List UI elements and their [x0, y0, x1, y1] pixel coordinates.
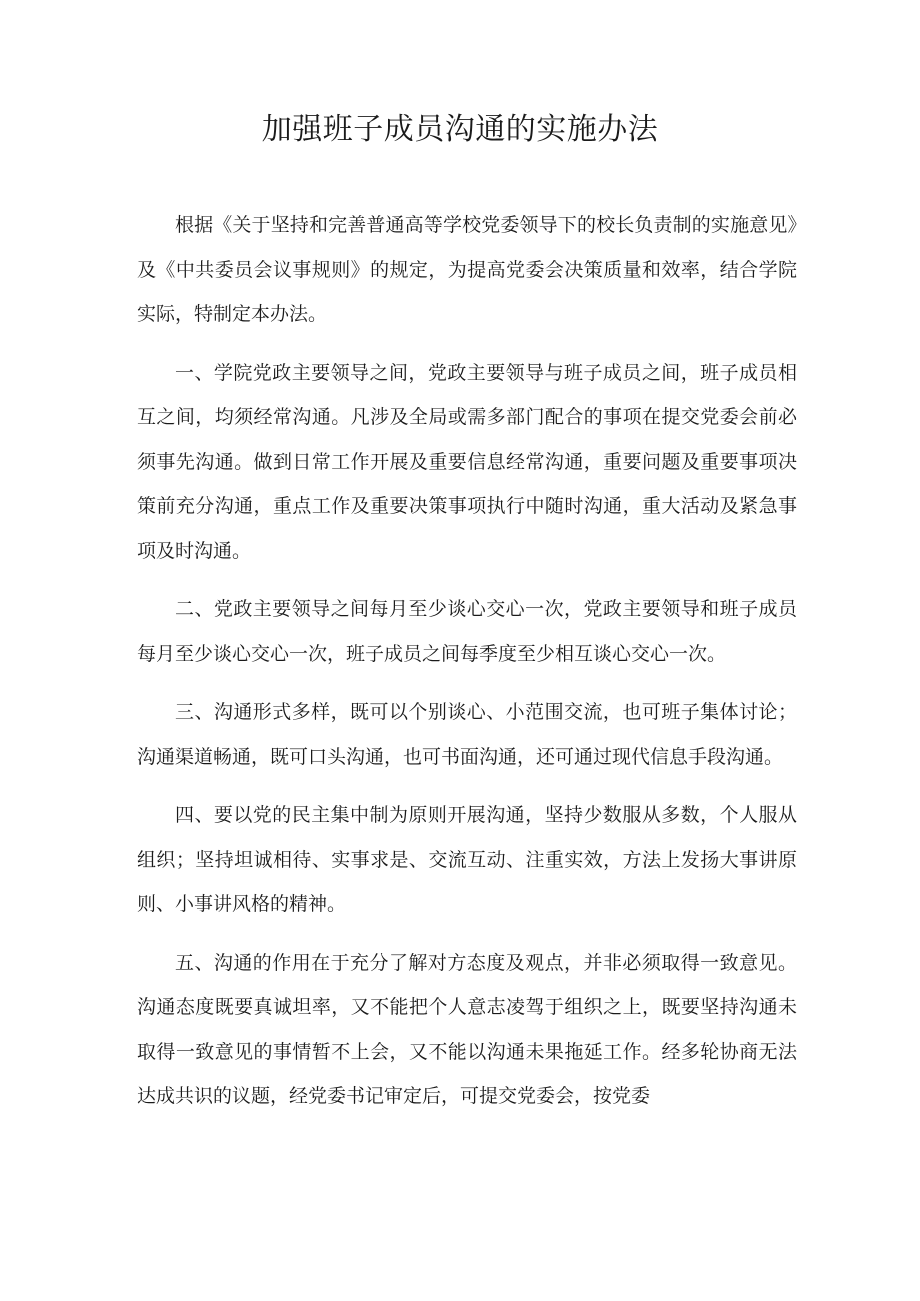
paragraph-preamble: 根据《关于坚持和完善普通高等学校党委领导下的校长负责制的实施意见》及《中共委员会议事规则》的规定，为提高党委会决策质量和效率，结合学院实际，特制定本办法。: [137, 214, 797, 325]
document-body: [137, 203, 797, 1133]
document-title: 加强班子成员沟通的实施办法: [261, 112, 659, 147]
paragraph-item-3: 三、沟通形式多样，既可以个别谈心、小范围交流，也可班子集体讨论；沟通渠道畅通，既可口头沟通，也可书面沟通，还可通过现代信息手段沟通。: [137, 701, 797, 768]
paragraph-item-5: 五、沟通的作用在于充分了解对方态度及观点，并非必须取得一致意见。沟通态度既要真诚坦率，又不能把个人意志凌驾于组织之上，既要坚持沟通未取得一致意见的事情暂不上会，又不能以沟通未果拖延工作。经多轮协商无法达成共识的议题，经党委书记审定后，可提交党委会，按党委: [137, 951, 797, 1107]
paragraph-item-2: 二、党政主要领导之间每月至少谈心交心一次，党政主要领导和班子成员每月至少谈心交心一次，班子成员之间每季度至少相互谈心交心一次。: [137, 598, 797, 665]
paragraph-item-4: 四、要以党的民主集中制为原则开展沟通，坚持少数服从多数，个人服从组织；坚持坦诚相待、实事求是、交流互动、注重实效，方法上发扬大事讲原则、小事讲风格的精神。: [137, 804, 797, 915]
paragraph-item-1: 一、学院党政主要领导之间，党政主要领导与班子成员之间，班子成员相互之间，均须经常沟通。凡涉及全局或需多部门配合的事项在提交党委会前必须事先沟通。做到日常工作开展及重要信息经常沟通，重要问题及重要事项决策前充分沟通，重点工作及重要决策事项执行中随时沟通，重大活动及紧急事项及时沟通。: [137, 361, 797, 562]
